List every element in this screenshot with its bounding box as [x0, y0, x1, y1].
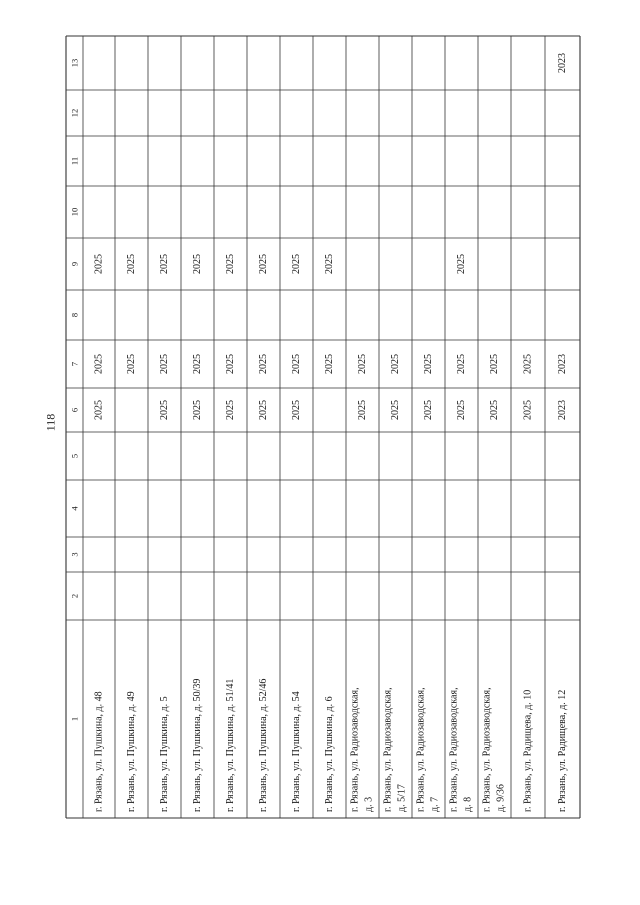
- value-cell: 2025: [522, 400, 534, 420]
- address-text: г. Рязань, ул. Радищева, д. 12: [557, 689, 568, 812]
- value-cell: 2023: [557, 354, 568, 374]
- address-text: г. Рязань, ул. Радиозаводская,: [382, 687, 394, 812]
- address-text: д. 3: [363, 796, 375, 812]
- value-cell: 2025: [489, 354, 500, 374]
- address-text: г. Рязань, ул. Пушкина, д. 52/46: [258, 678, 269, 812]
- address-text: д. 7: [429, 796, 441, 812]
- address-text: д. 9/36: [495, 784, 507, 812]
- header-cell: 12: [69, 108, 80, 118]
- value-cell: 2025: [159, 254, 170, 274]
- value-cell: 2025: [324, 254, 335, 274]
- address-text: г. Рязань, ул. Пушкина, д. 5: [159, 696, 170, 812]
- header-cell: 13: [69, 58, 80, 68]
- value-cell: 2025: [456, 354, 467, 374]
- header-cell: 6: [69, 407, 80, 413]
- header-cell: 7: [69, 361, 80, 367]
- value-cell: 2025: [159, 400, 170, 420]
- value-cell: 2023: [557, 400, 568, 420]
- value-cell: 2025: [423, 400, 434, 420]
- header-cell: 11: [69, 156, 80, 166]
- value-cell: 2025: [126, 254, 137, 274]
- value-cell: 2025: [225, 354, 236, 374]
- value-cell: 2025: [324, 354, 335, 374]
- header-cell: 10: [69, 207, 80, 217]
- address-text: г. Рязань, ул. Радиозаводская,: [349, 687, 361, 812]
- header-cell: 9: [69, 261, 80, 267]
- value-cell: 2025: [489, 400, 500, 420]
- header-cell: 3: [69, 552, 80, 557]
- address-text: г. Рязань, ул. Пушкина, д. 54: [291, 691, 302, 812]
- value-cell: 2025: [456, 400, 467, 420]
- value-cell: 2025: [291, 254, 302, 274]
- header-cell: 2: [69, 593, 80, 599]
- header-cell: 4: [69, 506, 80, 511]
- value-cell: 2025: [522, 354, 534, 374]
- header-cell: 8: [69, 312, 80, 318]
- address-text: г. Рязань, ул. Пушкина, д. 49: [126, 691, 137, 812]
- address-text: г. Рязань, ул. Радищева, д. 10: [522, 689, 534, 812]
- value-cell: 2025: [258, 354, 269, 374]
- address-text: г. Рязань, ул. Радиозаводская,: [448, 687, 460, 812]
- value-cell: 2025: [390, 400, 401, 420]
- value-cell: 2025: [93, 254, 105, 274]
- page-number: 118: [43, 413, 58, 432]
- value-cell: 2025: [423, 354, 434, 374]
- value-cell: 2025: [192, 354, 203, 374]
- value-cell: 2025: [225, 254, 236, 274]
- value-cell: 2025: [390, 354, 401, 374]
- value-cell: 2025: [258, 400, 269, 420]
- value-cell: 2023: [557, 53, 568, 73]
- header-cell: 1: [69, 716, 80, 722]
- address-text: г. Рязань, ул. Пушкина, д. 51/41: [225, 678, 236, 812]
- address-text: г. Рязань, ул. Пушкина, д. 6: [324, 696, 335, 812]
- value-cell: 2025: [93, 354, 105, 374]
- value-cell: 2025: [159, 354, 170, 374]
- address-text: г. Рязань, ул. Радиозаводская,: [415, 687, 427, 812]
- value-cell: 2025: [126, 354, 137, 374]
- value-cell: 2025: [291, 400, 302, 420]
- value-cell: 2025: [258, 254, 269, 274]
- value-cell: 2025: [192, 254, 203, 274]
- value-cell: 2025: [192, 400, 203, 420]
- value-cell: 2025: [357, 354, 368, 374]
- address-text: г. Рязань, ул. Радиозаводская,: [481, 687, 493, 812]
- value-cell: 2025: [93, 400, 105, 420]
- value-cell: 2025: [291, 354, 302, 374]
- address-text: г. Рязань, ул. Пушкина, д. 50/39: [192, 678, 203, 812]
- address-text: д. 8: [462, 796, 474, 812]
- header-cell: 5: [69, 453, 80, 459]
- value-cell: 2025: [357, 400, 368, 420]
- value-cell: 2025: [225, 400, 236, 420]
- address-text: г. Рязань, ул. Пушкина, д. 48: [93, 691, 105, 812]
- address-text: д. 5/17: [396, 784, 408, 812]
- value-cell: 2025: [456, 254, 467, 274]
